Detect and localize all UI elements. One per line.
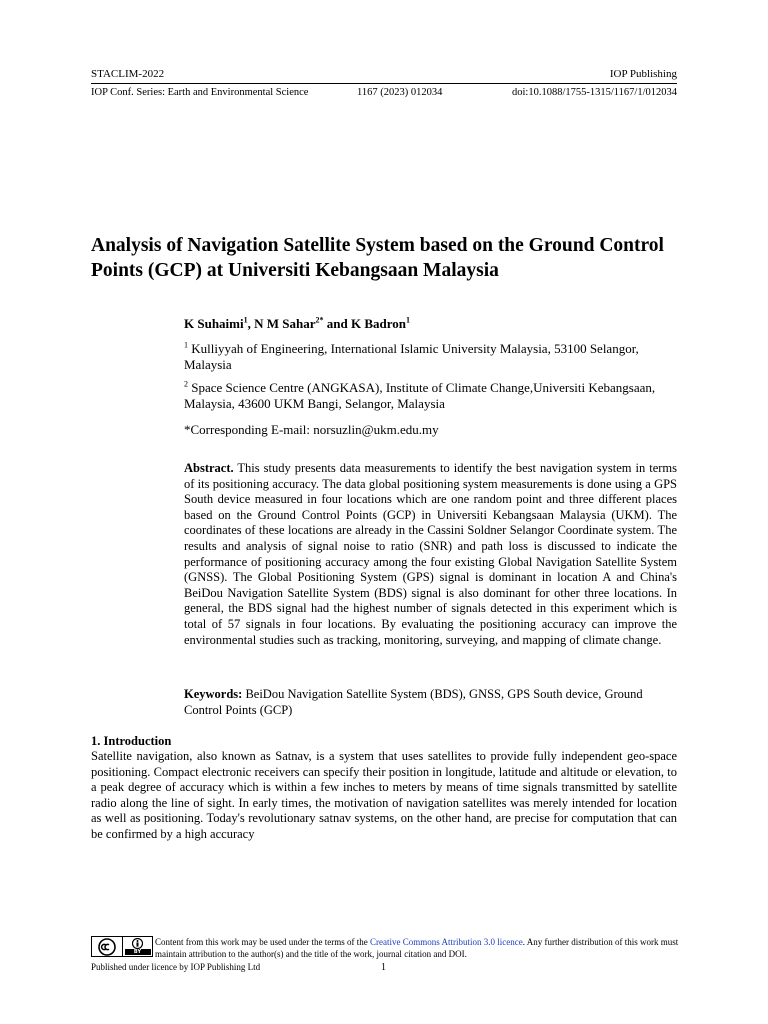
doi-link[interactable]: doi:10.1088/1755-1315/1167/1/012034 xyxy=(512,87,677,98)
affiliation-text: Space Science Centre (ANGKASA), Institute of Climate Change,Universiti Kebangsaan, Malaysia, 43600 UKM Bangi, Selangor, Malaysia xyxy=(184,380,656,411)
abstract-text: This study presents data measurements to identify the best navigation system in terms of its positioning accuracy. The data global positioning system measurements is done using a GPS South device measured in four locations which are one random point and three different places based on the Ground Control Points (GCP) in Universiti Kebangsaan Malaysia (UKM). The coordinates of these locations are already in the Cassini Soldner Selangor Coordinate system. The results and analysis of signal noise to ratio (SNR) and path loss is discussed to indicate the performance of positioning accuracy among the four existing Global Navigation Satellite System (GNSS). The Global Positioning System (GPS) signal is dominant in location A and China's BeiDou Navigation Satellite System (BDS) signal is also dominant for other three locations. In general, the BDS signal had the highest number of signals detected in this experiment which is total of 57 signals in four locations. By evaluating the positioning accuracy can improve the environmental studies such as tracking, monitoring, surveying, and mapping of climate change. xyxy=(184,461,677,647)
license-text-pre: Content from this work may be used under the terms of the xyxy=(155,937,368,947)
affiliation xyxy=(184,380,664,412)
keywords xyxy=(184,687,677,718)
author-superscript: 1 xyxy=(406,315,410,325)
cc-icon xyxy=(92,937,122,956)
introduction-text: Satellite navigation, also known as Satnav, is a system that uses satellites to provide fully independent geo-space positioning. Compact electronic receivers can specify their position in longitude, latitude and altitude or elevation, to a peak degree of accuracy which is within a few inches to meters by means of time signals transmitted by satellite radio along the line of sight. In early times, the motivation of navigation satellites was merely intended for location as well as positioning. Today's revolutionary satnav systems, on the other hand, are precise for computation that can be confirmed by a high accuracy xyxy=(91,749,677,841)
author-name: N M Sahar xyxy=(254,316,316,331)
author-name: K Suhaimi xyxy=(184,316,244,331)
cc-by-label: BY xyxy=(125,949,151,955)
journal-series: IOP Conf. Series: Earth and Environmental Science xyxy=(91,87,309,98)
paper-title: Analysis of Navigation Satellite System based on the Ground Control Points (GCP) at Universiti Kebangsaan Malaysia xyxy=(91,235,664,281)
affiliation-text: Kulliyyah of Engineering, International Islamic University Malaysia, 53100 Selangor, Malaysia xyxy=(184,341,639,372)
published-notice: Published under licence by IOP Publishing Ltd xyxy=(91,962,261,972)
publisher-name: IOP Publishing xyxy=(609,68,677,80)
header-rule xyxy=(91,83,677,84)
affiliation-number: 1 xyxy=(184,340,188,350)
affiliation xyxy=(184,341,644,373)
author-separator: , xyxy=(247,316,255,331)
license-link[interactable]: Creative Commons Attribution 3.0 licence xyxy=(369,937,523,947)
keywords-text: BeiDou Navigation Satellite System (BDS), GNSS, GPS South device, Ground Control Points (GCP) xyxy=(184,687,643,717)
affiliation-number: 2 xyxy=(184,379,188,389)
author-name: K Badron xyxy=(350,316,406,331)
attribution-icon xyxy=(122,937,152,956)
section-heading: 1. Introduction xyxy=(91,734,172,748)
cc-license-badge[interactable] xyxy=(91,936,153,957)
author-superscript: 2* xyxy=(315,315,324,325)
license-text-post: . Any further distribution of this work must maintain attribution to the author(s) and the title of the work, journal citation and DOI. xyxy=(155,937,679,959)
author-separator: and xyxy=(323,316,351,331)
abstract-label: Abstract. xyxy=(184,461,234,475)
page-number: 1 xyxy=(381,962,386,973)
author-superscript: 1 xyxy=(243,315,248,325)
corresponding-email[interactable]: *Corresponding E-mail: norsuzlin@ukm.edu.my xyxy=(184,422,439,437)
license-notice xyxy=(155,937,680,960)
keywords-label: Keywords: xyxy=(184,687,243,701)
volume-info: 1167 (2023) 012034 xyxy=(357,87,443,98)
running-header xyxy=(91,68,677,81)
conference-name: STACLIM-2022 xyxy=(91,68,165,80)
author-list xyxy=(184,316,684,332)
abstract xyxy=(184,461,677,648)
